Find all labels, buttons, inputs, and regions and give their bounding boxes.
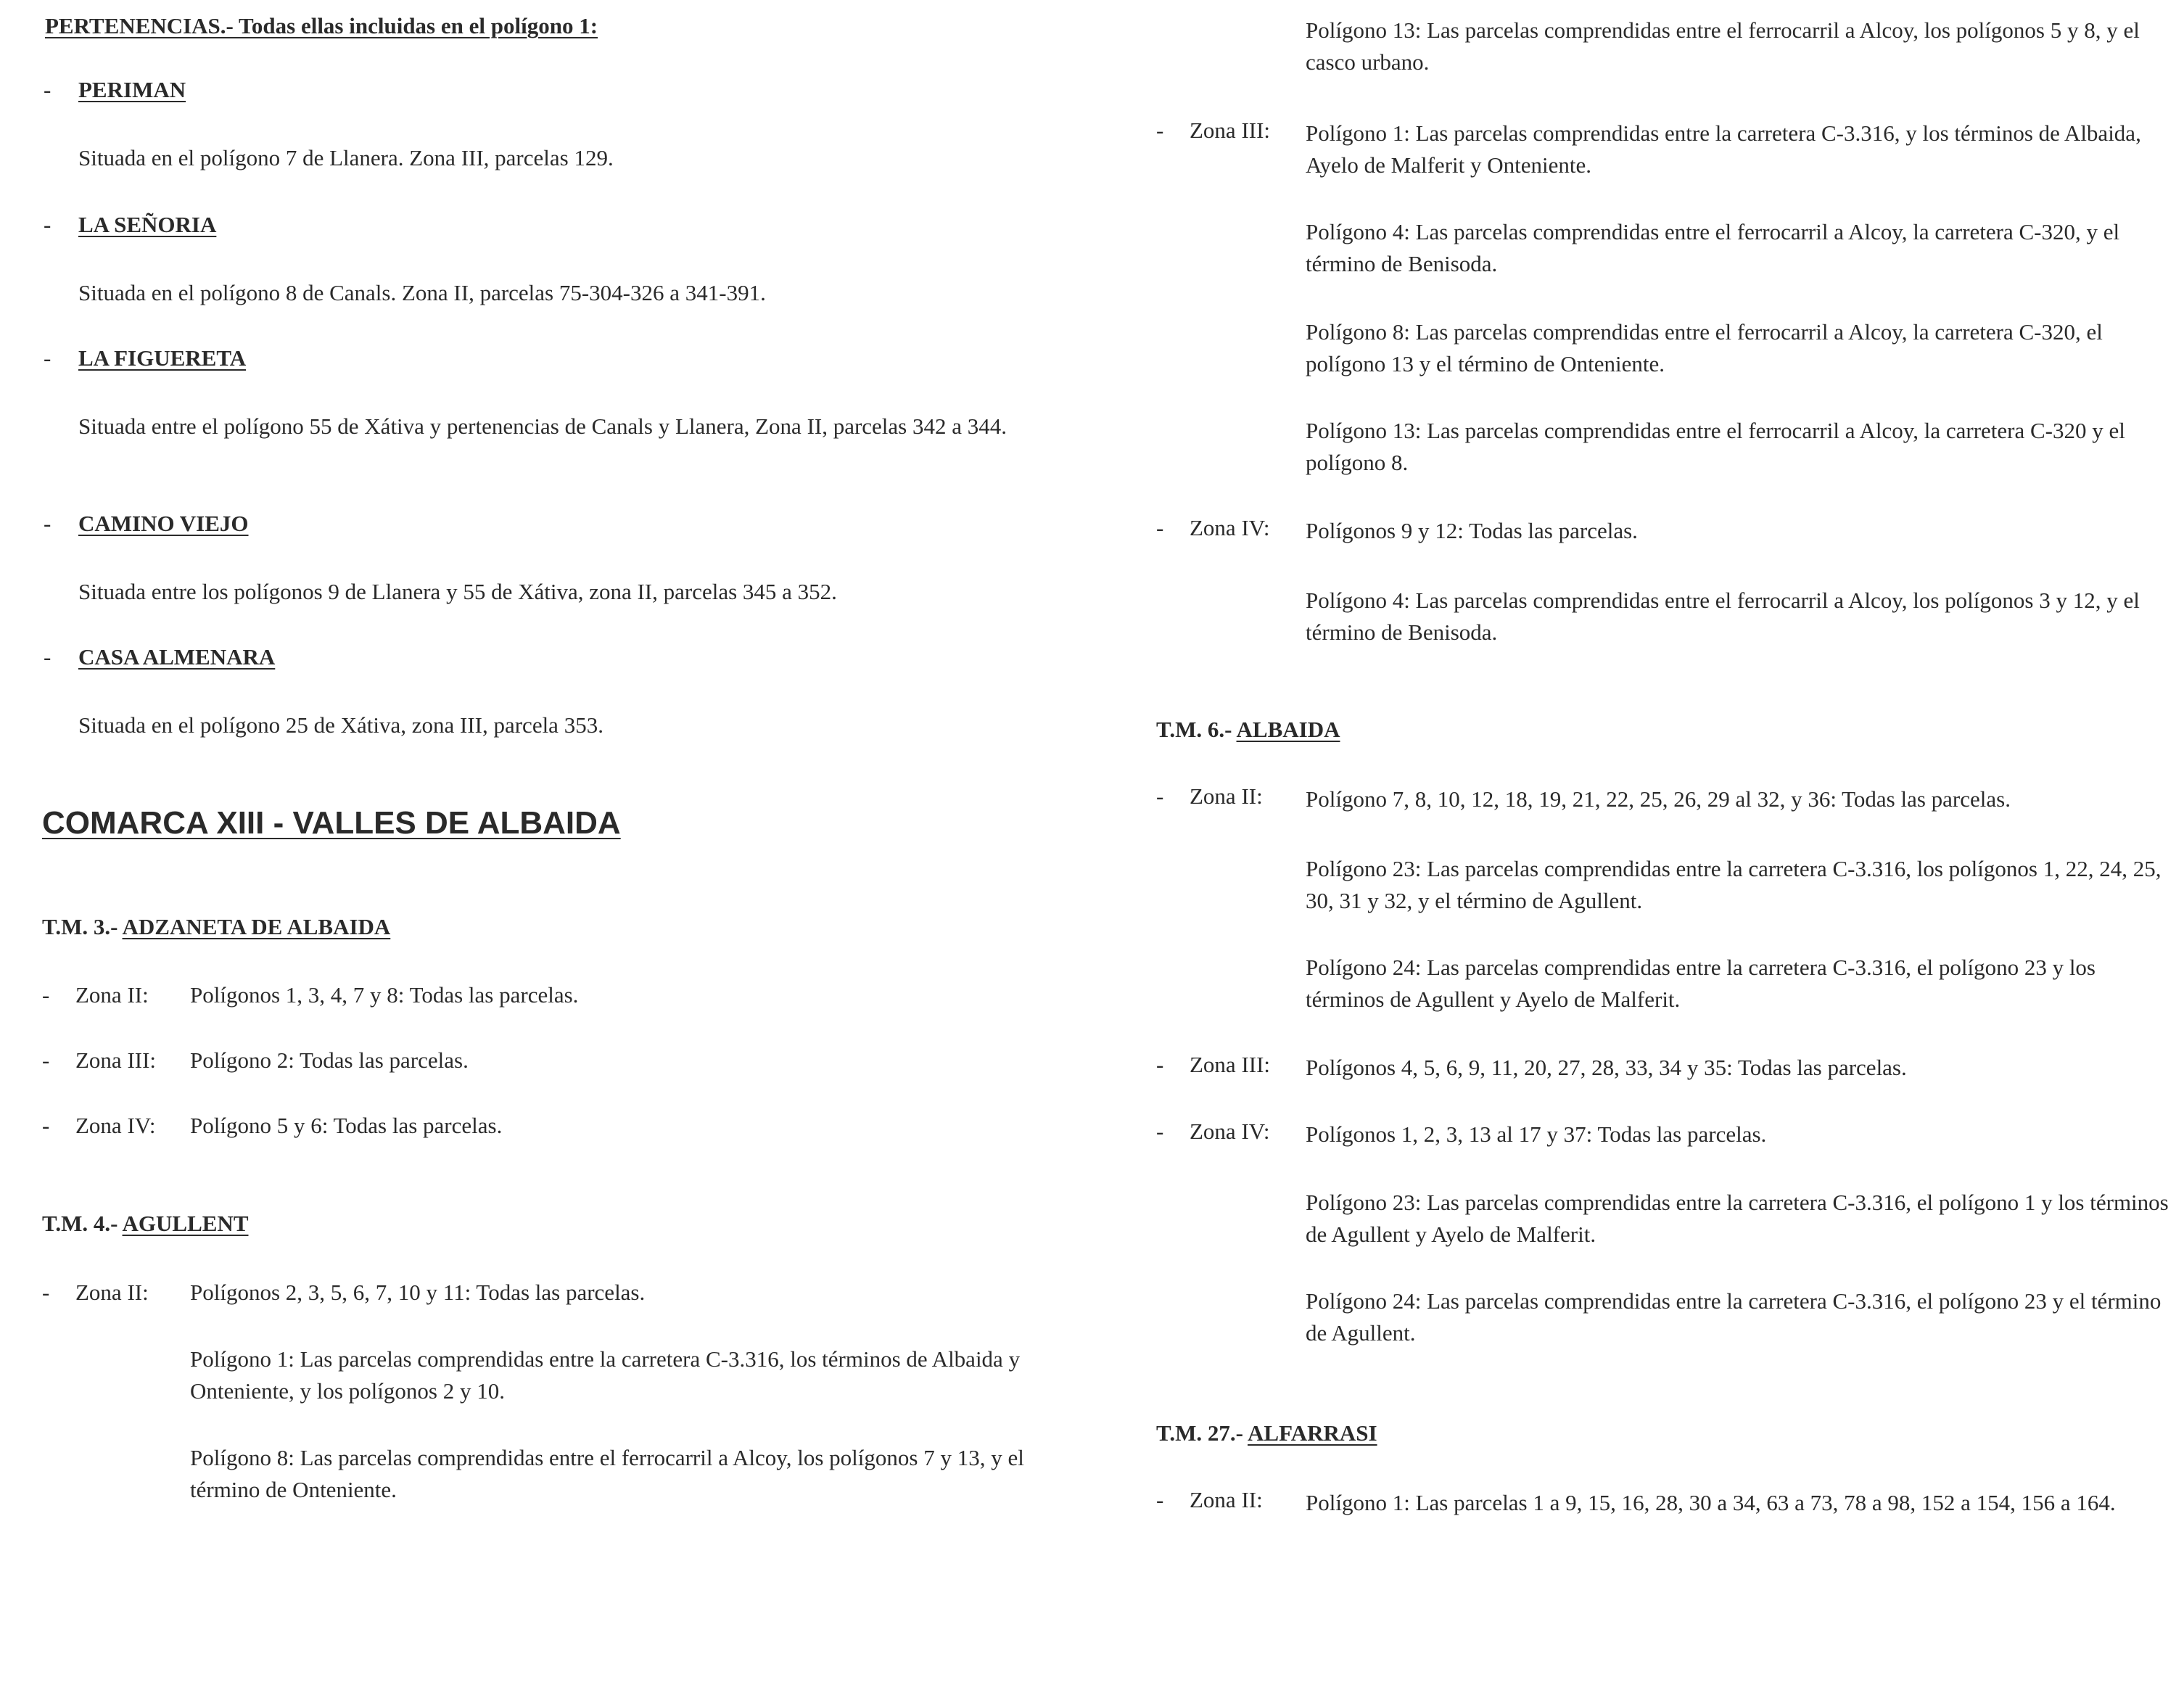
- tm6-prefix: T.M. 6.-: [1156, 717, 1232, 742]
- tm27-heading: [1156, 1417, 1377, 1449]
- bullet-dash: -: [44, 644, 51, 670]
- tm27-zona-label: Zona II:: [1190, 1487, 1263, 1512]
- zona4-text: Polígonos 9 y 12: Todas las parcelas.: [1306, 518, 1638, 543]
- tm3-name: ADZANETA DE ALBAIDA: [122, 914, 391, 939]
- tm4-prefix: T.M. 4.-: [42, 1211, 118, 1236]
- zona3-poligono-8: Polígono 8: Las parcelas comprendidas entre el ferrocarril a Alcoy, la carretera C-320, el polígono 13 y el término de Onteniente.: [1306, 319, 2103, 376]
- zona3-poligono-1: Polígono 1: Las parcelas comprendidas entre la carretera C-3.316, y los términos de Albaida, Ayelo de Malferit y Onteniente.: [1306, 120, 2141, 178]
- bullet-dash: -: [44, 511, 51, 536]
- zona4-poligono-4: Polígono 4: Las parcelas comprendidas entre el ferrocarril a Alcoy, los polígonos 3 y 12, y el término de Benisoda.: [1306, 588, 2140, 645]
- tm3-zona-text: Polígono 5 y 6: Todas las parcelas.: [190, 1113, 503, 1138]
- tm27-prefix: T.M. 27.-: [1156, 1420, 1243, 1446]
- tm4-zona-text: Polígonos 2, 3, 5, 6, 7, 10 y 11: Todas las parcelas.: [190, 1280, 646, 1305]
- bullet-dash: -: [42, 1280, 50, 1305]
- tm3-heading: [42, 911, 390, 943]
- bullet-dash: -: [44, 77, 51, 102]
- bullet-dash: -: [42, 1047, 50, 1073]
- item-text-la-figuereta: Situada entre el polígono 55 de Xátiva y pertenencias de Canals y Llanera, Zona II, parcelas 342 a 344.: [78, 413, 1007, 439]
- tm6-name: ALBAIDA: [1236, 717, 1340, 742]
- item-title-la-figuereta: LA FIGUERETA: [78, 345, 247, 371]
- tm6-zona2-poligono-23: Polígono 23: Las parcelas comprendidas entre la carretera C-3.316, los polígonos 1, 22, 24, 25, 30, 31 y 32, y el término de Agullent.: [1306, 856, 2162, 913]
- tm3-zona-label: Zona IV:: [75, 1113, 156, 1138]
- zona3-poligono-4: Polígono 4: Las parcelas comprendidas entre el ferrocarril a Alcoy, la carretera C-320, y el término de Benisoda.: [1306, 219, 2120, 276]
- zona3-label: Zona III:: [1190, 118, 1271, 143]
- bullet-dash: -: [1156, 1052, 1164, 1077]
- tm6-zona4-poligono-23: Polígono 23: Las parcelas comprendidas entre la carretera C-3.316, el polígono 1 y los términos de Agullent y Ayelo de Malferit.: [1306, 1190, 2169, 1247]
- tm3-zona-label: Zona II:: [75, 982, 149, 1008]
- right-top-poligono-13: Polígono 13: Las parcelas comprendidas entre el ferrocarril a Alcoy, los polígonos 5 y 8, y el casco urbano.: [1306, 17, 2140, 75]
- tm6-zona4-text: Polígonos 1, 2, 3, 13 al 17 y 37: Todas las parcelas.: [1306, 1121, 1767, 1147]
- tm4-poligono-8: Polígono 8: Las parcelas comprendidas entre el ferrocarril a Alcoy, los polígonos 7 y 13, y el término de Onteniente.: [190, 1445, 1024, 1502]
- item-text-casa-almenara: Situada en el polígono 25 de Xátiva, zona III, parcela 353.: [78, 712, 603, 738]
- tm6-zona3-text: Polígonos 4, 5, 6, 9, 11, 20, 27, 28, 33, 34 y 35: Todas las parcelas.: [1306, 1055, 1907, 1080]
- item-text-la-senoria: Situada en el polígono 8 de Canals. Zona II, parcelas 75-304-326 a 341-391.: [78, 280, 766, 305]
- tm4-poligono-1: Polígono 1: Las parcelas comprendidas entre la carretera C-3.316, los términos de Albaida y Onteniente, y los polígonos 2 y 10.: [190, 1346, 1021, 1404]
- item-text-camino-viejo: Situada entre los polígonos 9 de Llanera y 55 de Xátiva, zona II, parcelas 345 a 352.: [78, 579, 837, 604]
- tm6-zona4-label: Zona IV:: [1190, 1119, 1270, 1144]
- tm3-prefix: T.M. 3.-: [42, 914, 118, 939]
- zona4-label: Zona IV:: [1190, 515, 1270, 540]
- tm6-zona2-label: Zona II:: [1190, 783, 1263, 809]
- bullet-dash: -: [44, 212, 51, 237]
- tm27-poligono-1: Polígono 1: Las parcelas 1 a 9, 15, 16, 28, 30 a 34, 63 a 73, 78 a 98, 152 a 154, 156 a 164.: [1306, 1490, 2116, 1515]
- bullet-dash: -: [1156, 1119, 1164, 1144]
- bullet-dash: -: [42, 982, 50, 1008]
- tm27-name: ALFARRASI: [1248, 1420, 1377, 1446]
- zona3-poligono-13: Polígono 13: Las parcelas comprendidas entre el ferrocarril a Alcoy, la carretera C-320 y el polígono 8.: [1306, 418, 2125, 475]
- tm4-zona-label: Zona II:: [75, 1280, 149, 1305]
- tm4-name: AGULLENT: [122, 1211, 249, 1236]
- item-title-periman: PERIMAN: [78, 77, 186, 102]
- item-title-la-senoria: LA SEÑORIA: [78, 212, 217, 237]
- tm6-zona3-label: Zona III:: [1190, 1052, 1271, 1077]
- bullet-dash: -: [1156, 118, 1164, 143]
- tm6-heading: [1156, 714, 1340, 746]
- tm6-zona4-poligono-24: Polígono 24: Las parcelas comprendidas entre la carretera C-3.316, el polígono 23 y el término de Agullent.: [1306, 1288, 2162, 1346]
- bullet-dash: -: [1156, 783, 1164, 809]
- tm3-zona-label: Zona III:: [75, 1047, 157, 1073]
- item-title-camino-viejo: CAMINO VIEJO: [78, 511, 249, 536]
- pertenencias-heading: PERTENENCIAS.- Todas ellas incluidas en el polígono 1:: [45, 13, 598, 38]
- bullet-dash: -: [1156, 1487, 1164, 1512]
- tm3-zona-text: Polígonos 1, 3, 4, 7 y 8: Todas las parcelas.: [190, 982, 579, 1008]
- comarca-title: COMARCA XIII - VALLES DE ALBAIDA: [42, 805, 621, 841]
- tm4-heading: [42, 1208, 249, 1240]
- bullet-dash: -: [42, 1113, 50, 1138]
- bullet-dash: -: [44, 345, 51, 371]
- tm3-zona-text: Polígono 2: Todas las parcelas.: [190, 1047, 469, 1073]
- item-title-casa-almenara: CASA ALMENARA: [78, 644, 276, 670]
- tm6-zona2-text: Polígono 7, 8, 10, 12, 18, 19, 21, 22, 25, 26, 29 al 32, y 36: Todas las parcelas.: [1306, 786, 2011, 812]
- tm6-zona2-poligono-24: Polígono 24: Las parcelas comprendidas entre la carretera C-3.316, el polígono 23 y los términos de Agullent y Ayelo de Malferit.: [1306, 955, 2096, 1012]
- item-text-periman: Situada en el polígono 7 de Llanera. Zona III, parcelas 129.: [78, 145, 614, 170]
- bullet-dash: -: [1156, 515, 1164, 540]
